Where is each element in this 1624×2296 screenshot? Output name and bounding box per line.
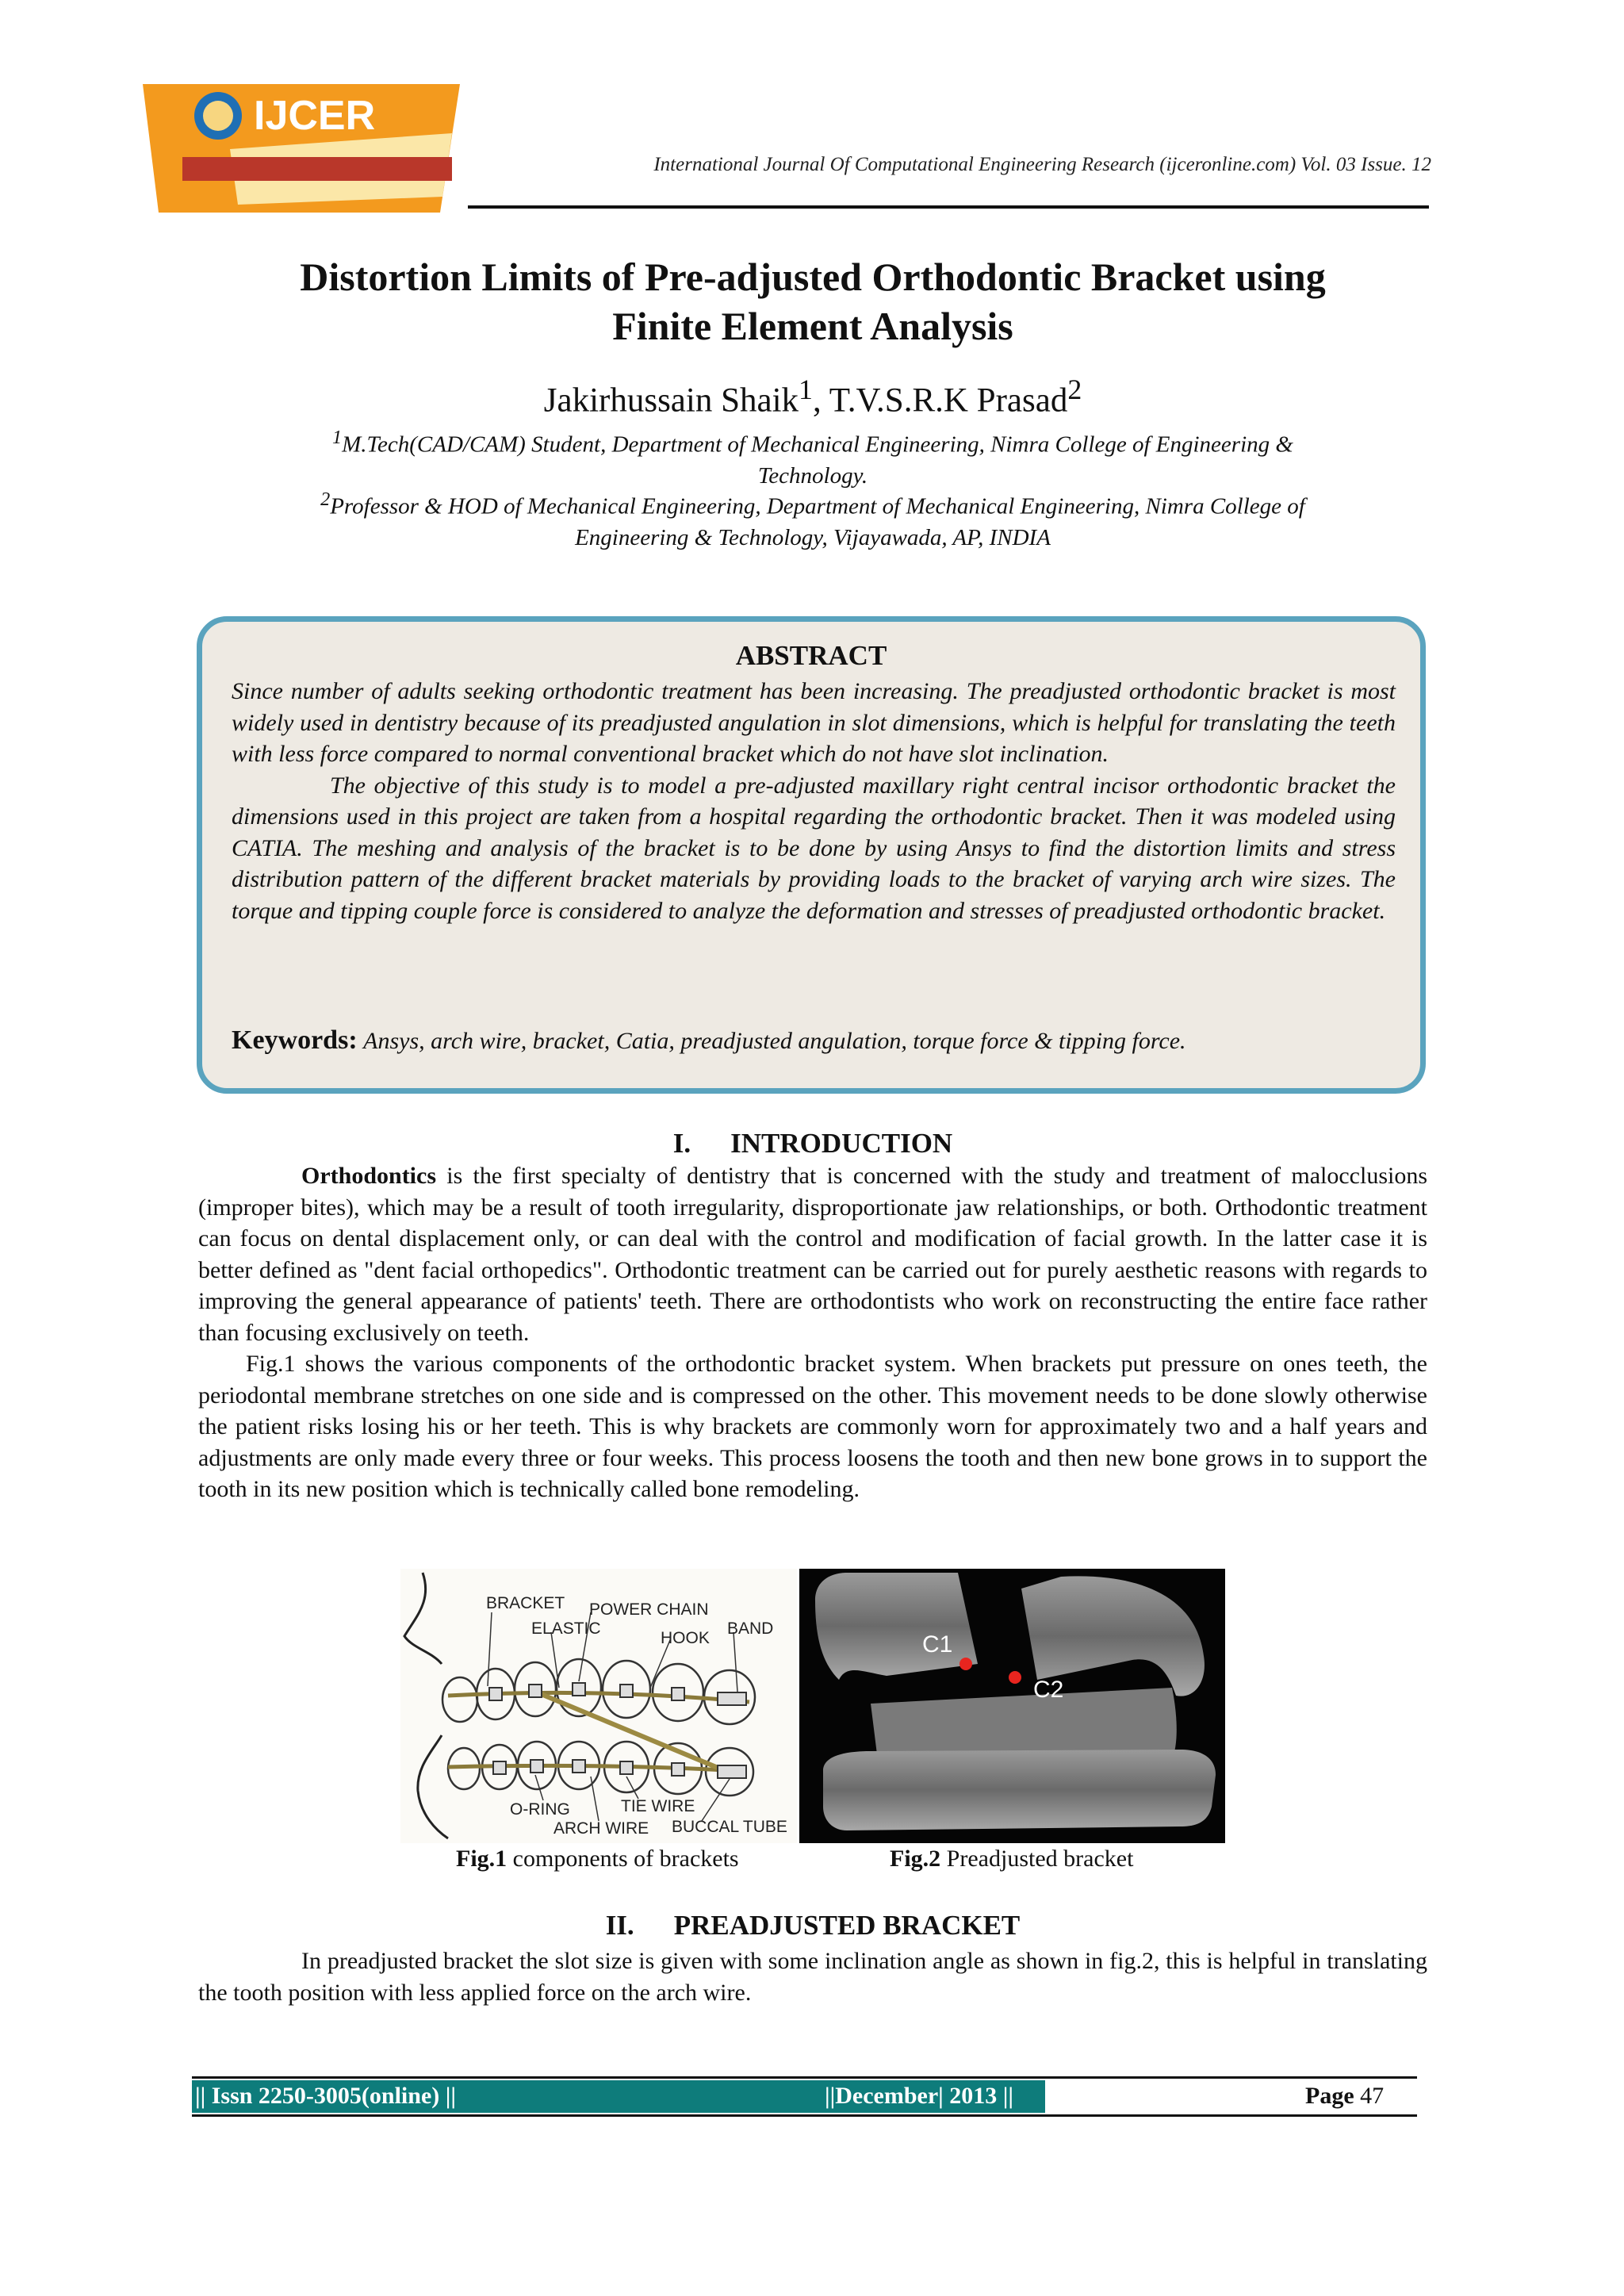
- figure-2-preadjusted-bracket: [799, 1569, 1225, 1843]
- svg-text:IJCER: IJCER: [254, 93, 376, 139]
- footer-issn: || Issn 2250-3005(online) ||: [195, 2083, 456, 2109]
- abstract-paragraph: Since number of adults seeking orthodontic treatment has been increasing. The preadjusted orthodontic bracket is most widely used in dentistry because of its preadjusted angulation in slot dimensions, which is helpful for translating the teeth with less force compared to normal conventional bracket which do not have slot inclination.: [232, 678, 1396, 767]
- fig1-label-band: BAND: [727, 1619, 774, 1638]
- figure-1-bracket-components: [400, 1569, 797, 1843]
- abstract-heading: ABSTRACT: [735, 640, 887, 671]
- figure-1-caption: Fig.1 components of brackets: [456, 1846, 739, 1872]
- author-list: Jakirhussain Shaik$^1$, T.V.S.R.K Prasad$^2$: [543, 374, 1082, 420]
- keywords: Keywords: Ansys, arch wire, bracket, Catia, preadjusted angulation, torque force & tipping force.: [232, 1025, 1186, 1055]
- fig1-label-arch-wire: ARCH WIRE: [553, 1819, 649, 1838]
- journal-citation-line: International Journal Of Computational Engineering Research (ijceronline.com) Vol. 03 Issue. 12: [653, 154, 1431, 175]
- fig1-label-tie-wire: TIE WIRE: [621, 1797, 695, 1815]
- section-heading-introduction: I. INTRODUCTION: [672, 1128, 953, 1159]
- fig1-label-buccal-tube: BUCCAL TUBE: [672, 1818, 787, 1836]
- introduction-body: [198, 1160, 1427, 1505]
- affiliation-2: $^2$Professor & HOD of Mechanical Engineering, Department of Mechanical Engineering, Nimra College of Engineering & Technology, Vijayawada, AP, INDIA: [320, 489, 1305, 550]
- author-name: T.V.S.R.K Prasad: [829, 381, 1068, 420]
- paragraph: In preadjusted bracket the slot size is given with some inclination angle as shown in fig.2, this is helpful in translating the tooth position with less applied force on the arch wire.: [198, 1948, 1427, 2006]
- fig1-label-bracket: BRACKET: [486, 1594, 565, 1612]
- fig1-label-power-chain: POWER CHAIN: [589, 1600, 709, 1619]
- paper-title: Distortion Limits of Pre-adjusted Orthodontic Bracket using Finite Element Analysis: [300, 255, 1326, 348]
- fig1-label-hook: HOOK: [661, 1629, 710, 1647]
- fig2-label-c2: C2: [1033, 1677, 1064, 1703]
- fig1-label-o-ring: O-RING: [510, 1800, 570, 1819]
- section-heading-preadjusted-bracket: II. PREADJUSTED BRACKET: [605, 1910, 1021, 1941]
- footer-divider-bottom: [192, 2114, 1417, 2117]
- fig1-label-elastic: ELASTIC: [531, 1619, 601, 1638]
- affiliation-1: $^1$M.Tech(CAD/CAM) Student, Department of Mechanical Engineering, Nimra College of Engineering & Technology.: [332, 427, 1293, 489]
- footer-date: ||December| 2013 ||: [825, 2083, 1013, 2109]
- author-name: Jakirhussain Shaik: [543, 381, 799, 420]
- fig2-label-c1: C1: [922, 1631, 953, 1658]
- paragraph: Orthodontics is the first specialty of dentistry that is concerned with the study and treatment of malocclusions (improper bites), which may be a result of tooth irregularity, disproportionate jaw relationships, or both. Orthodontic treatment can focus on dental displacement only, or can deal with the control and modification of facial growth. In the latter case it is better defined as "dent facial orthopedics". Orthodontic treatment can be carried out for purely aesthetic reasons with regards to improving the general appearance of patients' teeth. There are orthodontists who work on reconstructing the entire face rather than focusing exclusively on teeth.: [198, 1163, 1427, 1346]
- figure-2-caption: Fig.2 Preadjusted bracket: [890, 1846, 1134, 1872]
- header-divider: [468, 205, 1429, 209]
- paragraph: Fig.1 shows the various components of the orthodontic bracket system. When brackets put pressure on ones teeth, the periodontal membrane stretches on one side and is compressed on the other. This movement needs to be done slowly otherwise the patient risks losing his or her teeth. This is why brackets are commonly worn for approximately two and a half years and adjustments are only made every three or four weeks. This process loosens the tooth and then new bone grows in to support the tooth in its new position which is technically called bone remodeling.: [198, 1351, 1427, 1502]
- footer-divider-top: [192, 2076, 1417, 2079]
- page-number: Page 47: [1305, 2083, 1385, 2109]
- abstract-body: [232, 676, 1396, 926]
- preadjusted-bracket-body: [198, 1945, 1427, 2008]
- abstract-paragraph: The objective of this study is to model a pre-adjusted maxillary right central incisor orthodontic bracket the dimensions used in this project are taken from a hospital regarding the orthodontic bracket. Then it was modeled using CATIA. The meshing and analysis of the bracket is to be done by using Ansys to find the distortion limits and stress distribution pattern of the different bracket materials by providing loads to the bracket of varying arch wire sizes. The torque and tipping couple force is considered to analyze the deformation and stresses of preadjusted orthodontic bracket.: [232, 772, 1396, 924]
- journal-logo: [135, 78, 468, 228]
